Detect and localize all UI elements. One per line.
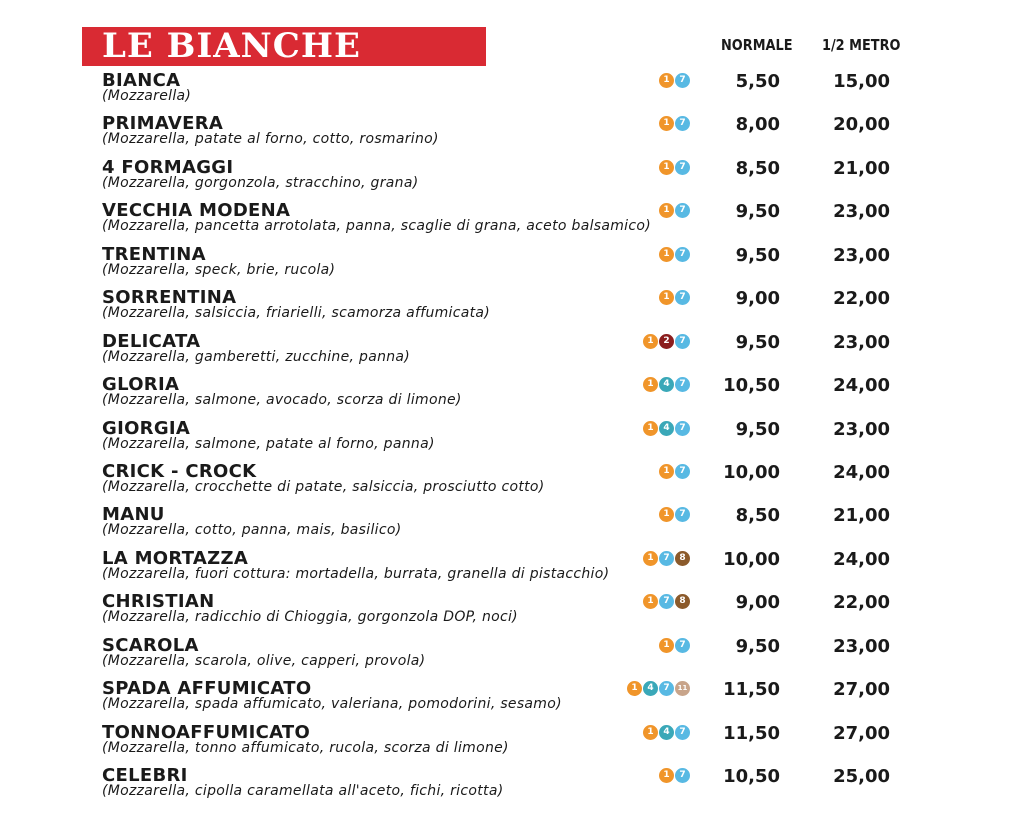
allergen-badges <box>643 725 690 740</box>
price-normale: 10,50 <box>723 766 780 787</box>
item-name: TRENTINA <box>102 243 206 265</box>
item-name: DELICATA <box>102 330 201 352</box>
allergen-badges <box>659 638 690 653</box>
item-ingredients: (Mozzarella, pancetta arrotolata, panna, scaglie di grana, aceto balsamico) <box>102 218 651 235</box>
allergen-badges <box>659 247 690 262</box>
menu-item <box>0 677 1024 720</box>
item-ingredients: (Mozzarella, crocchette di patate, salsiccia, prosciutto cotto) <box>102 478 545 495</box>
allergen-badge: 7 <box>675 638 690 653</box>
allergen-badge: 8 <box>675 594 690 609</box>
price-normale: 9,50 <box>735 244 780 266</box>
item-name: 4 FORMAGGI <box>102 156 234 178</box>
item-ingredients: (Mozzarella, tonno affumicato, rucola, scorza di limone) <box>102 739 509 756</box>
allergen-badge: 11 <box>675 681 690 696</box>
section-banner <box>82 27 486 66</box>
item-name: SPADA AFFUMICATO <box>102 678 312 700</box>
allergen-badge: 1 <box>659 638 674 653</box>
allergen-badge: 1 <box>659 73 674 88</box>
item-ingredients: (Mozzarella, cipolla caramellata all'aceto, fichi, ricotta) <box>102 783 504 799</box>
menu-item <box>0 156 1024 199</box>
price-normale: 8,00 <box>735 114 780 136</box>
item-ingredients: (Mozzarella, fuori cottura: mortadella, burrata, granella di pistacchio) <box>102 565 610 582</box>
allergen-badge: 1 <box>643 551 658 566</box>
section-title: LE BIANCHE <box>102 26 361 66</box>
allergen-badge: 7 <box>675 73 690 88</box>
price-half-metro: 23,00 <box>833 635 890 657</box>
item-name: GLORIA <box>102 374 180 396</box>
allergen-badge: 1 <box>659 464 674 479</box>
item-name: CRICK - CROCK <box>102 460 257 482</box>
price-half-metro: 22,00 <box>833 288 890 310</box>
price-half-metro: 21,00 <box>833 505 890 527</box>
menu-item <box>0 69 1024 112</box>
allergen-badges <box>659 73 690 88</box>
item-name: CELEBRI <box>102 765 188 786</box>
allergen-badge: 7 <box>675 203 690 218</box>
price-half-metro: 24,00 <box>833 461 890 483</box>
allergen-badge: 1 <box>643 334 658 349</box>
allergen-badge: 7 <box>675 290 690 305</box>
menu-item <box>0 764 1024 807</box>
allergen-badge: 2 <box>659 334 674 349</box>
price-half-metro: 23,00 <box>833 418 890 440</box>
item-ingredients: (Mozzarella, radicchio di Chioggia, gorgonzola DOP, noci) <box>102 609 518 626</box>
price-half-metro: 21,00 <box>833 157 890 179</box>
allergen-badge: 4 <box>659 377 674 392</box>
allergen-badge: 1 <box>627 681 642 696</box>
item-ingredients: (Mozzarella, scarola, olive, capperi, provola) <box>102 652 426 669</box>
price-half-metro: 24,00 <box>833 375 890 397</box>
allergen-badge: 1 <box>659 507 674 522</box>
allergen-badges <box>643 421 690 436</box>
allergen-badges <box>659 768 690 783</box>
item-ingredients: (Mozzarella) <box>102 88 192 104</box>
price-half-metro: 23,00 <box>833 244 890 266</box>
allergen-badge: 1 <box>659 203 674 218</box>
allergen-badges <box>659 203 690 218</box>
item-name: SORRENTINA <box>102 287 237 309</box>
menu-item <box>0 590 1024 633</box>
allergen-badge: 4 <box>643 681 658 696</box>
item-name: GIORGIA <box>102 417 191 439</box>
menu-item <box>0 417 1024 460</box>
allergen-badge: 7 <box>675 160 690 175</box>
price-half-metro: 23,00 <box>833 331 890 353</box>
allergen-badge: 7 <box>675 507 690 522</box>
allergen-badge: 1 <box>659 116 674 131</box>
allergen-badge: 1 <box>659 290 674 305</box>
price-normale: 11,50 <box>723 722 780 744</box>
price-normale: 9,00 <box>735 592 780 614</box>
price-normale: 9,00 <box>735 288 780 310</box>
item-ingredients: (Mozzarella, cotto, panna, mais, basilico) <box>102 522 402 539</box>
price-normale: 8,50 <box>735 505 780 527</box>
price-half-metro: 24,00 <box>833 548 890 570</box>
allergen-badges <box>659 116 690 131</box>
menu-item <box>0 503 1024 546</box>
allergen-badge: 1 <box>643 725 658 740</box>
price-normale: 9,50 <box>735 418 780 440</box>
item-name: TONNOAFFUMICATO <box>102 721 311 743</box>
item-ingredients: (Mozzarella, salsiccia, friarielli, scamorza affumicata) <box>102 305 491 322</box>
allergen-badge: 1 <box>659 247 674 262</box>
price-normale: 10,00 <box>723 548 780 570</box>
price-half-metro: 27,00 <box>833 679 890 701</box>
menu-item <box>0 634 1024 677</box>
item-ingredients: (Mozzarella, salmone, patate al forno, panna) <box>102 435 435 452</box>
allergen-badge: 1 <box>643 421 658 436</box>
allergen-badge: 4 <box>659 725 674 740</box>
item-ingredients: (Mozzarella, spada affumicato, valeriana, pomodorini, sesamo) <box>102 696 562 713</box>
item-name: PRIMAVERA <box>102 113 224 135</box>
allergen-badge: 7 <box>675 725 690 740</box>
price-half-metro: 27,00 <box>833 722 890 744</box>
allergen-badge: 7 <box>675 768 690 783</box>
allergen-badge: 8 <box>675 551 690 566</box>
allergen-badge: 1 <box>659 768 674 783</box>
allergen-badge: 7 <box>675 421 690 436</box>
menu-item <box>0 373 1024 416</box>
allergen-badge: 1 <box>643 377 658 392</box>
allergen-badges <box>643 594 690 609</box>
menu-item <box>0 460 1024 503</box>
column-header-normale: NORMALE <box>721 36 793 54</box>
item-name: VECCHIA MODENA <box>102 200 291 222</box>
allergen-badge: 7 <box>659 594 674 609</box>
price-normale: 8,50 <box>735 157 780 179</box>
item-name: LA MORTAZZA <box>102 547 249 569</box>
item-name: CHRISTIAN <box>102 591 215 613</box>
price-normale: 9,50 <box>735 635 780 657</box>
item-ingredients: (Mozzarella, gamberetti, zucchine, panna) <box>102 348 411 365</box>
item-ingredients: (Mozzarella, gorgonzola, stracchino, grana) <box>102 174 419 191</box>
allergen-badges <box>659 464 690 479</box>
allergen-badges <box>643 551 690 566</box>
price-normale: 10,50 <box>723 375 780 397</box>
allergen-badge: 7 <box>659 681 674 696</box>
allergen-badge: 7 <box>675 116 690 131</box>
item-ingredients: (Mozzarella, patate al forno, cotto, rosmarino) <box>102 131 439 148</box>
price-normale: 9,50 <box>735 331 780 353</box>
item-name: MANU <box>102 504 165 526</box>
allergen-badge: 7 <box>675 464 690 479</box>
menu-item <box>0 330 1024 373</box>
price-half-metro: 25,00 <box>833 766 890 787</box>
allergen-badge: 7 <box>675 247 690 262</box>
menu-item <box>0 547 1024 590</box>
menu-item <box>0 721 1024 764</box>
allergen-badges <box>643 334 690 349</box>
allergen-badges <box>659 160 690 175</box>
menu-item <box>0 112 1024 155</box>
item-ingredients: (Mozzarella, salmone, avocado, scorza di limone) <box>102 392 462 409</box>
item-ingredients: (Mozzarella, speck, brie, rucola) <box>102 261 336 278</box>
price-normale: 11,50 <box>723 679 780 701</box>
price-normale: 10,00 <box>723 461 780 483</box>
price-normale: 9,50 <box>735 201 780 223</box>
menu-item <box>0 243 1024 286</box>
allergen-badge: 1 <box>643 594 658 609</box>
allergen-badges <box>659 507 690 522</box>
allergen-badges <box>659 290 690 305</box>
allergen-badge: 7 <box>675 334 690 349</box>
allergen-badge: 1 <box>659 160 674 175</box>
allergen-badge: 7 <box>675 377 690 392</box>
menu-item <box>0 286 1024 329</box>
allergen-badge: 7 <box>659 551 674 566</box>
item-name: BIANCA <box>102 70 181 91</box>
item-name: SCAROLA <box>102 634 199 656</box>
column-header-half-metro: 1/2 METRO <box>822 36 901 54</box>
price-half-metro: 22,00 <box>833 592 890 614</box>
allergen-badges <box>643 377 690 392</box>
allergen-badges <box>627 681 690 696</box>
allergen-badge: 4 <box>659 421 674 436</box>
price-half-metro: 20,00 <box>833 114 890 136</box>
menu-list <box>0 69 1024 807</box>
menu-item <box>0 199 1024 242</box>
price-normale: 5,50 <box>735 71 780 92</box>
price-half-metro: 15,00 <box>833 71 890 92</box>
price-half-metro: 23,00 <box>833 201 890 223</box>
